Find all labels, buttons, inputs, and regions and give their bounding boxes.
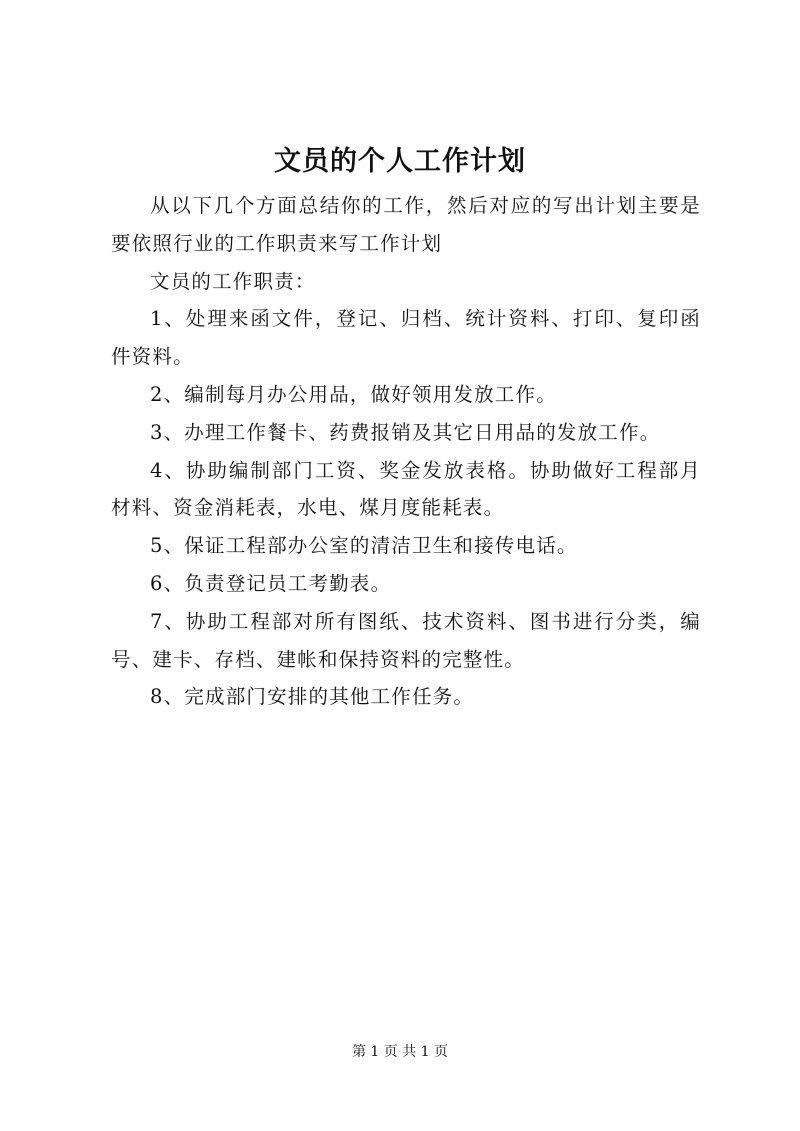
paragraph-item-3: 3、办理工作餐卡、药费报销及其它日用品的发放工作。 xyxy=(150,420,661,444)
paragraph-item-1: 1、处理来函文件，登记、归档、统计资料、打印、复印函件资料。 xyxy=(111,307,701,369)
paragraph-item-2: 2、编制每月办公用品，做好领用发放工作。 xyxy=(150,382,557,406)
page-footer: 第 1 页 共 1 页 xyxy=(351,1044,449,1060)
paragraph-item-8: 8、完成部门安排的其他工作任务。 xyxy=(150,685,475,709)
document-title: 文员的个人工作计划 xyxy=(274,146,526,177)
paragraph-item-5: 5、保证工程部办公室的清洁卫生和接传电话。 xyxy=(150,534,578,558)
paragraph-duties-heading: 文员的工作职责： xyxy=(150,269,316,293)
paragraph-item-6: 6、负责登记员工考勤表。 xyxy=(150,571,392,595)
document-body xyxy=(111,187,701,716)
paragraph-item-4: 4、协助编制部门工资、奖金发放表格。协助做好工程部月材料、资金消耗表，水电、煤月度能耗表。 xyxy=(111,458,701,520)
paragraph-item-7: 7、协助工程部对所有图纸、技术资料、图书进行分类，编号、建卡、存档、建帐和保持资料的完整性。 xyxy=(111,609,701,671)
paragraph-intro: 从以下几个方面总结你的工作，然后对应的写出计划主要是要依照行业的工作职责来写工作计划 xyxy=(111,194,701,255)
